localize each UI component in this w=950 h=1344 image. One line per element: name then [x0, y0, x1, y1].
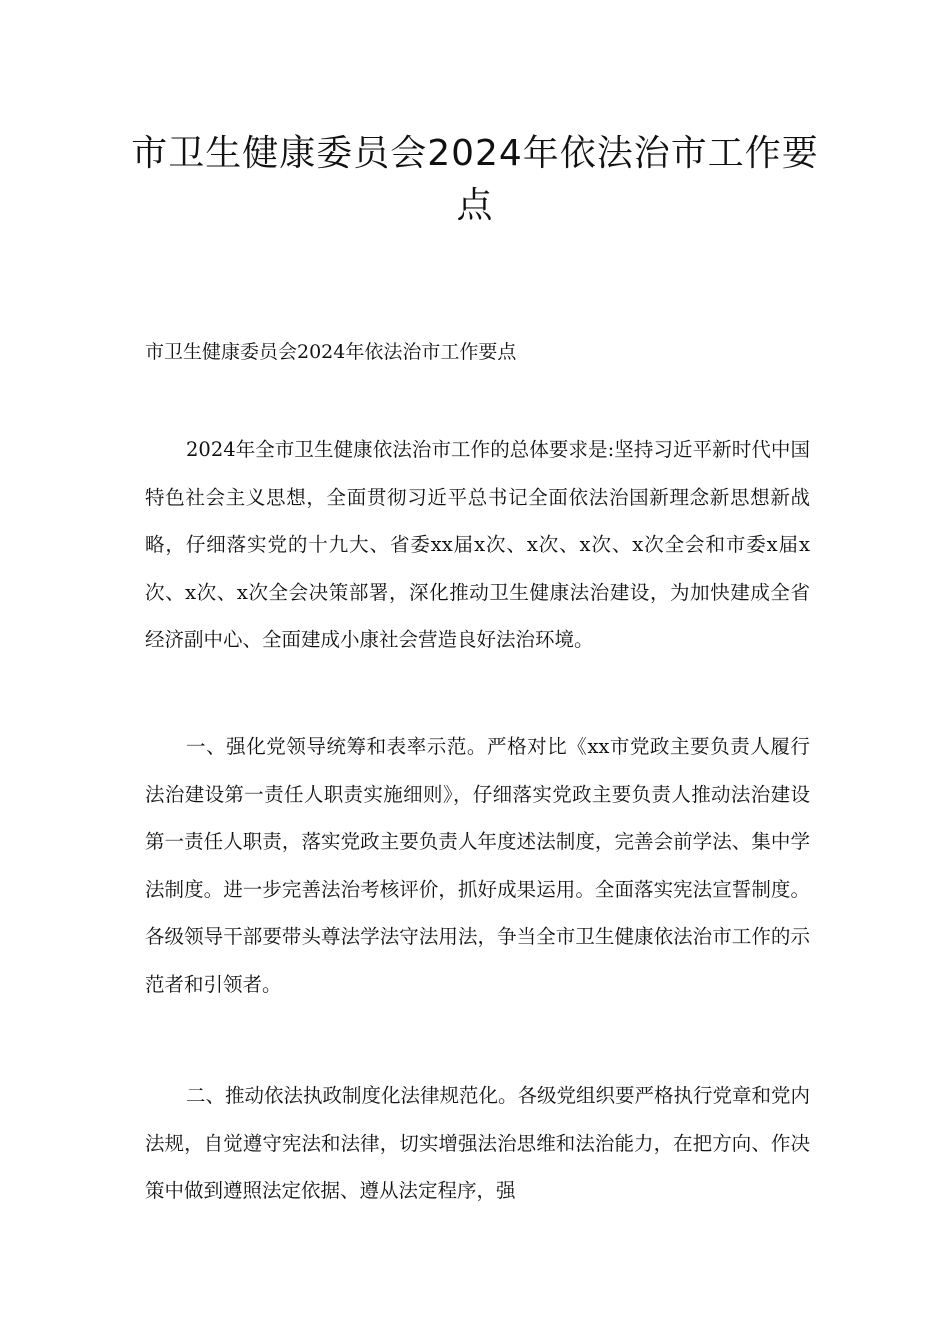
document-title: 市卫生健康委员会2024年依法治市工作要点 [131, 133, 819, 226]
paragraph-general-requirements: 2024年全市卫生健康依法治市工作的总体要求是:坚持习近平新时代中国特色社会主义思想，全面贯彻习近平总书记全面依法治国新理念新思想新战略，仔细落实党的十九大、省委xx届x次、x次、x次、x次全会和市委x届x次、x次、x次全会决策部署，深化推动卫生健康法治建设，为加快建成全省经济副中心、全面建成小康社会营造良好法治环境。 [145, 438, 810, 651]
document-subtitle: 市卫生健康委员会2024年依法治市工作要点 [145, 341, 517, 363]
paragraph-section-two: 二、推动依法执政制度化法律规范化。各级党组织要严格执行党章和党内法规，自觉遵守宪法和法律，切实增强法治思维和法治能力，在把方向、作决策中做到遵照法定依据、遵从法定程序，强 [145, 1084, 811, 1202]
paragraph-section-one: 一、强化党领导统筹和表率示范。严格对比《xx市党政主要负责人履行法治建设第一责任人职责实施细则》，仔细落实党政主要负责人推动法治建设第一责任人职责，落实党政主要负责人年度述法制度，完善会前学法、集中学法制度。进一步完善法治考核评价，抓好成果运用。全面落实宪法宣誓制度。各级领导干部要带头尊法学法守法用法，争当全市卫生健康依法治市工作的示范者和引领者。 [145, 735, 810, 996]
